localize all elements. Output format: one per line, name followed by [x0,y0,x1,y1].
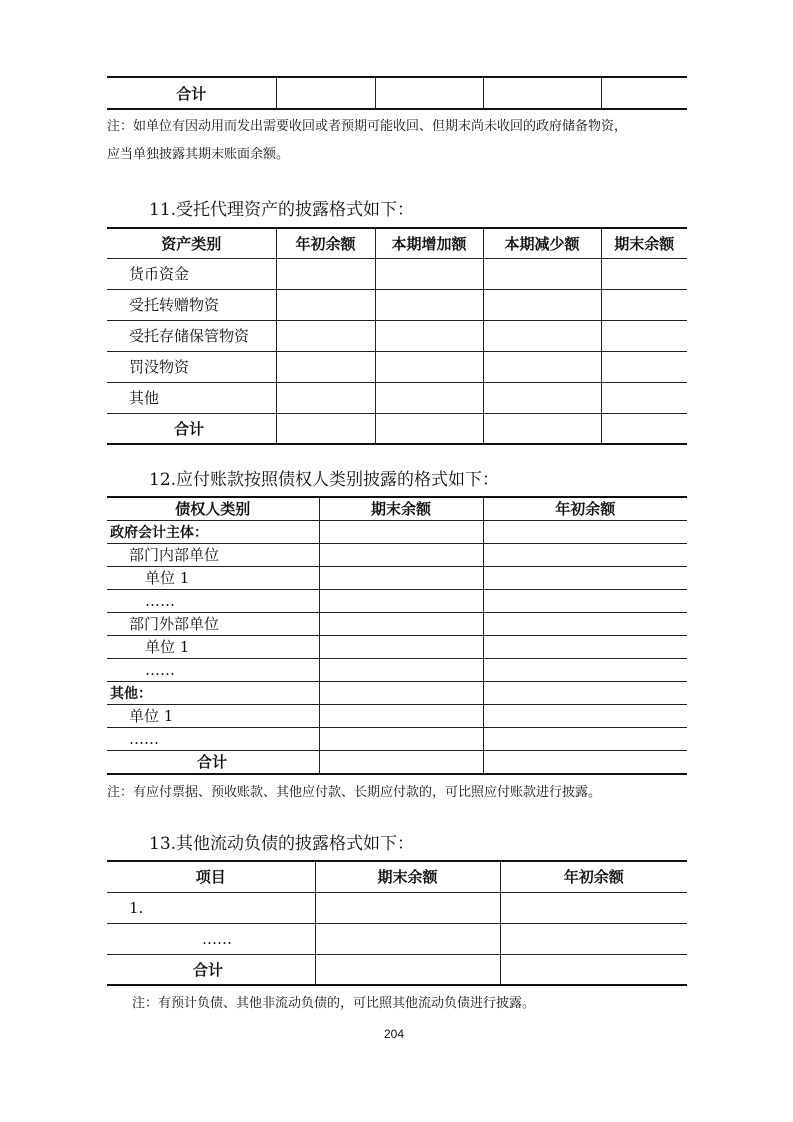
table-cell [375,77,483,109]
col-header: 期末余额 [315,861,500,892]
row-label: …… [107,727,319,750]
table-cell [319,543,483,566]
table-cell [601,413,687,444]
col-header: 期末余额 [601,228,687,258]
total-label: 合计 [107,750,319,774]
table-cell [315,892,500,923]
table-cell [375,413,483,444]
table-cell [483,612,687,635]
section-13-heading: 13.其他流动负债的披露格式如下： [149,834,415,854]
row-label: 罚没物资 [107,351,276,382]
col-header: 年初余额 [500,861,687,892]
table-cell [319,612,483,635]
table-cell [483,566,687,589]
row-label: 受托存储保管物资 [107,320,276,351]
reserve-note-line2: 应当单独披露其期末账面余额。 [107,147,290,162]
table-cell [483,289,601,320]
table-cell [483,351,601,382]
table-cell [319,681,483,704]
section-12-note: 注：有应付票据、预收账款、其他应付款、长期应付款的，可比照应付账款进行披露。 [107,785,602,800]
table-cell [483,382,601,413]
table-cell [315,954,500,985]
table-cell [483,750,687,774]
row-label: 单位 1 [107,635,319,658]
table-cell [276,413,375,444]
row-label: 货币资金 [107,258,276,289]
page-number: 204 [384,1027,405,1041]
table-cell [601,320,687,351]
section-12-heading: 12.应付账款按照债权人类别披露的格式如下： [149,470,500,490]
table-cell [319,520,483,543]
table-cell [601,289,687,320]
col-header: 期末余额 [319,497,483,520]
total-label: 合计 [107,77,276,109]
table-cell [601,77,687,109]
row-label: 部门内部单位 [107,543,319,566]
col-header: 本期增加额 [375,228,483,258]
col-header: 本期减少额 [483,228,601,258]
table-cell [276,320,375,351]
other-current-liabilities-table [107,860,687,986]
col-header: 年初余额 [276,228,375,258]
table-cell [319,658,483,681]
table-cell [276,382,375,413]
table-cell [483,681,687,704]
table-cell [483,413,601,444]
table-cell [319,589,483,612]
table-cell [276,351,375,382]
table-cell [276,289,375,320]
table-cell [483,77,601,109]
table-cell [483,543,687,566]
table-cell [276,77,375,109]
table-cell [483,258,601,289]
table-cell [483,635,687,658]
row-label: …… [107,589,319,612]
table-cell [319,566,483,589]
col-header: 年初余额 [483,497,687,520]
table-cell [375,351,483,382]
table-cell [601,382,687,413]
col-header: 项目 [107,861,315,892]
total-label: 合计 [107,954,315,985]
table-cell [375,289,483,320]
table-cell [483,320,601,351]
table-cell [500,954,687,985]
row-label: 1. [107,892,315,923]
payables-table [107,496,687,775]
table-cell [483,704,687,727]
table-cell [483,520,687,543]
row-label: 部门外部单位 [107,612,319,635]
table-cell [319,750,483,774]
row-label: 其他 [107,382,276,413]
table-cell [375,320,483,351]
table-cell [315,923,500,954]
row-label: 单位 1 [107,566,319,589]
reserve-note-line1: 注：如单位有因动用而发出需要收回或者预期可能收回、但期末尚未收回的政府储备物资， [107,119,628,134]
total-label: 合计 [107,413,276,444]
table-cell [601,351,687,382]
table-cell [319,727,483,750]
reserve-total-table [107,76,687,110]
table-cell [375,382,483,413]
table-cell [601,258,687,289]
table-cell [483,589,687,612]
group-label: 其他： [107,681,319,704]
table-cell [500,892,687,923]
table-cell [483,658,687,681]
table-cell [319,704,483,727]
col-header: 债权人类别 [107,497,319,520]
table-cell [319,635,483,658]
row-label: …… [107,658,319,681]
row-label: 单位 1 [107,704,319,727]
entrusted-assets-table [107,227,687,445]
table-cell [500,923,687,954]
table-cell [375,258,483,289]
group-label: 政府会计主体： [107,520,319,543]
row-label: …… [107,923,315,954]
row-label: 受托转赠物资 [107,289,276,320]
table-cell [276,258,375,289]
col-header: 资产类别 [107,228,276,258]
section-11-heading: 11.受托代理资产的披露格式如下： [149,200,415,220]
section-13-note: 注：有预计负债、其他非流动负债的，可比照其他流动负债进行披露。 [132,996,536,1011]
table-cell [483,727,687,750]
